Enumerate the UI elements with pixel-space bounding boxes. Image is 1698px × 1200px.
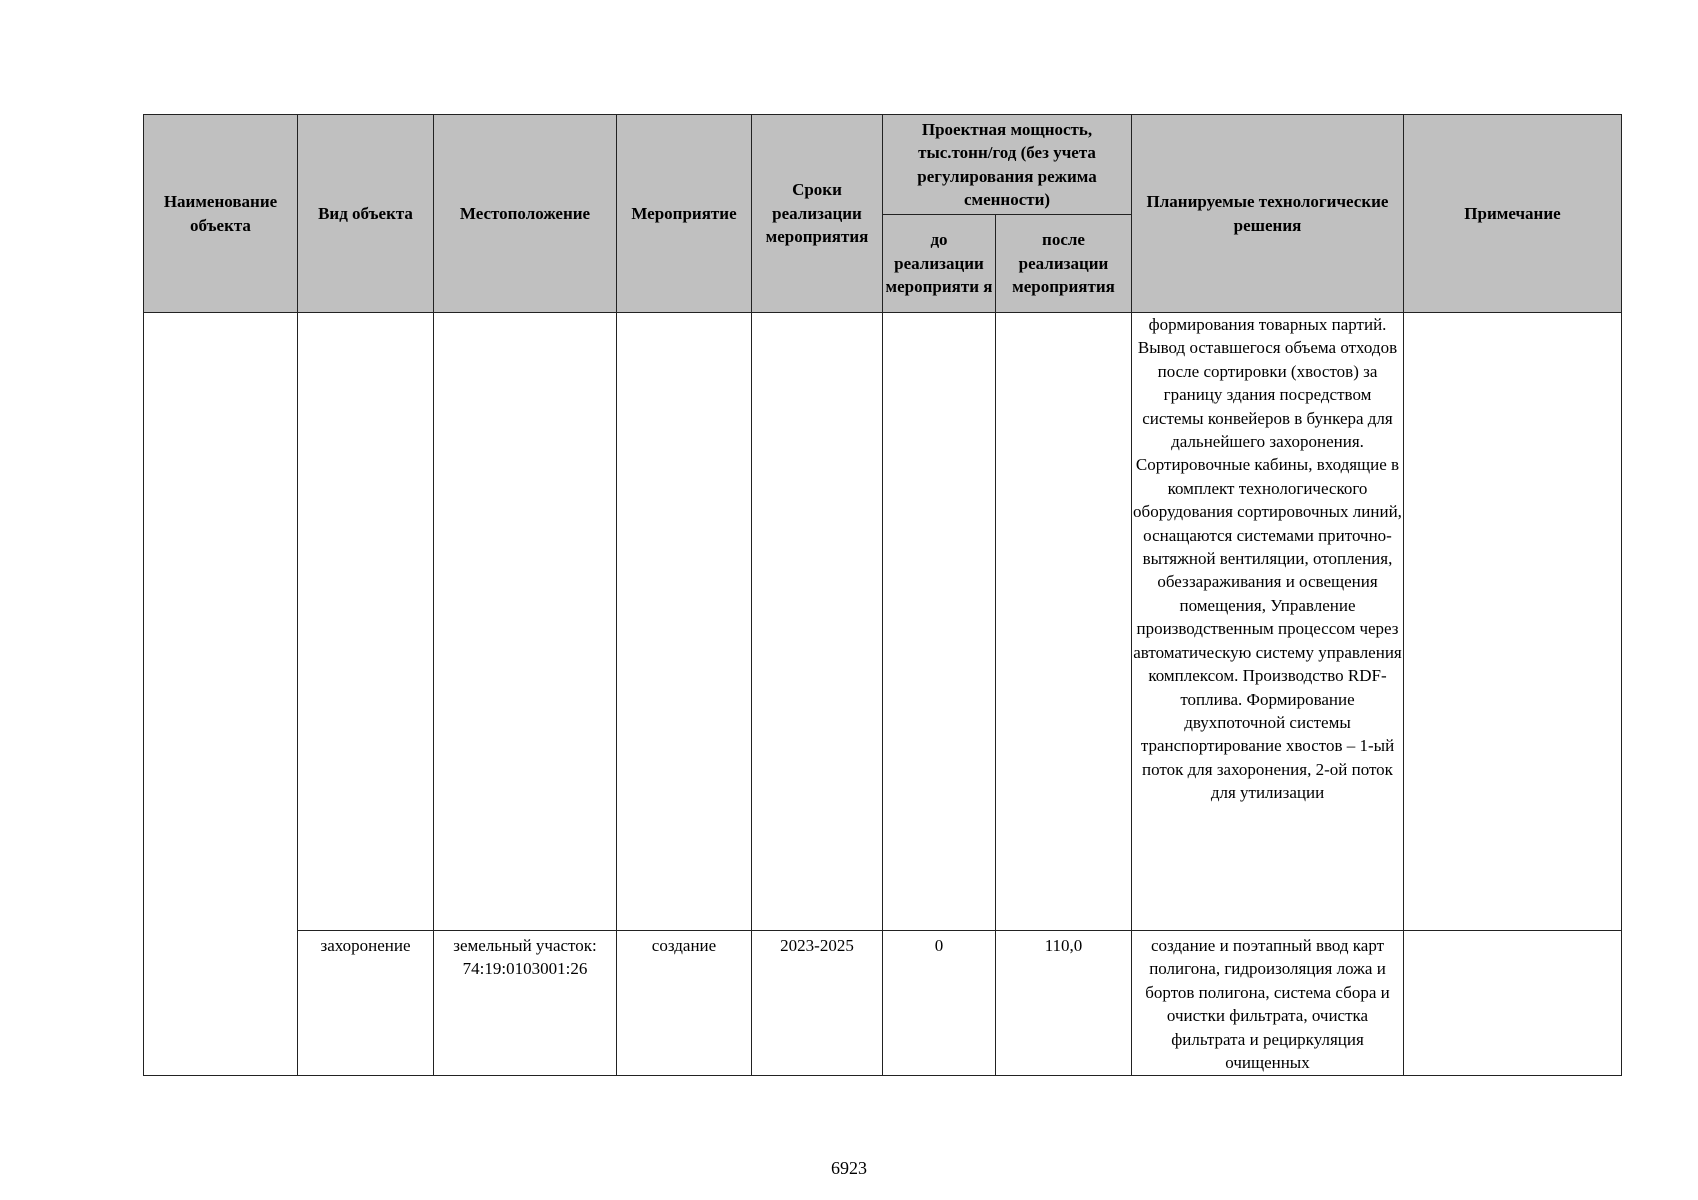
cell-capacity-after: 110,0: [996, 931, 1132, 1076]
page-number: 6923: [831, 1158, 867, 1178]
table-row: [144, 931, 1622, 1076]
cell-capacity-before: 0: [883, 931, 996, 1076]
cell-timeline: [752, 313, 883, 931]
cell-capacity-after: [996, 313, 1132, 931]
objects-table: [143, 114, 1622, 1076]
cell-note: [1404, 313, 1622, 931]
header-location: Местоположение: [434, 115, 617, 313]
cell-note: [1404, 931, 1622, 1076]
cell-timeline: 2023-2025: [752, 931, 883, 1076]
cell-measure: [617, 313, 752, 931]
header-capacity-after: после реализации мероприятия: [996, 215, 1132, 313]
cell-measure: создание: [617, 931, 752, 1076]
table-row: [144, 313, 1622, 931]
cell-solutions: создание и поэтапный ввод карт полигона, гидроизоляция ложа и бортов полигона, система сбора и очистки фильтрата, очистка фильтрата и рециркуляция очищенных: [1132, 931, 1404, 1076]
header-type: Вид объекта: [298, 115, 434, 313]
header-note: Примечание: [1404, 115, 1622, 313]
header-capacity-before: до реализации мероприяти я: [883, 215, 996, 313]
cell-type: захоронение: [298, 931, 434, 1076]
header-name: Наименование объекта: [144, 115, 298, 313]
cell-location: земельный участок: 74:19:0103001:26: [434, 931, 617, 1076]
cell-type: [298, 313, 434, 931]
table-body: [144, 313, 1622, 1076]
header-measure: Мероприятие: [617, 115, 752, 313]
cell-location: [434, 313, 617, 931]
cell-solutions: формирования товарных партий. Вывод оставшегося объема отходов после сортировки (хвостов) за границу здания посредством системы конвейеров в бункера для дальнейшего захоронения. Сортировочные кабины, входящие в комплект технологического оборудования сортировочных линий, оснащаются системами приточно-вытяжной вентиляции, отопления, обеззараживания и освещения помещения, Управление производственным процессом через автоматическую систему управления комплексом. Производство RDF-топлива. Формирование двухпоточной системы транспортирование хвостов – 1-ый поток для захоронения, 2-ой поток для утилизации: [1132, 313, 1404, 931]
cell-capacity-before: [883, 313, 996, 931]
header-row: [144, 115, 1622, 215]
header-timeline: Сроки реализации мероприятия: [752, 115, 883, 313]
header-solutions: Планируемые технологические решения: [1132, 115, 1404, 313]
header-capacity: Проектная мощность, тыс.тонн/год (без учета регулирования режима сменности): [883, 115, 1132, 215]
cell-name: [144, 313, 298, 1076]
table-header: [144, 115, 1622, 313]
